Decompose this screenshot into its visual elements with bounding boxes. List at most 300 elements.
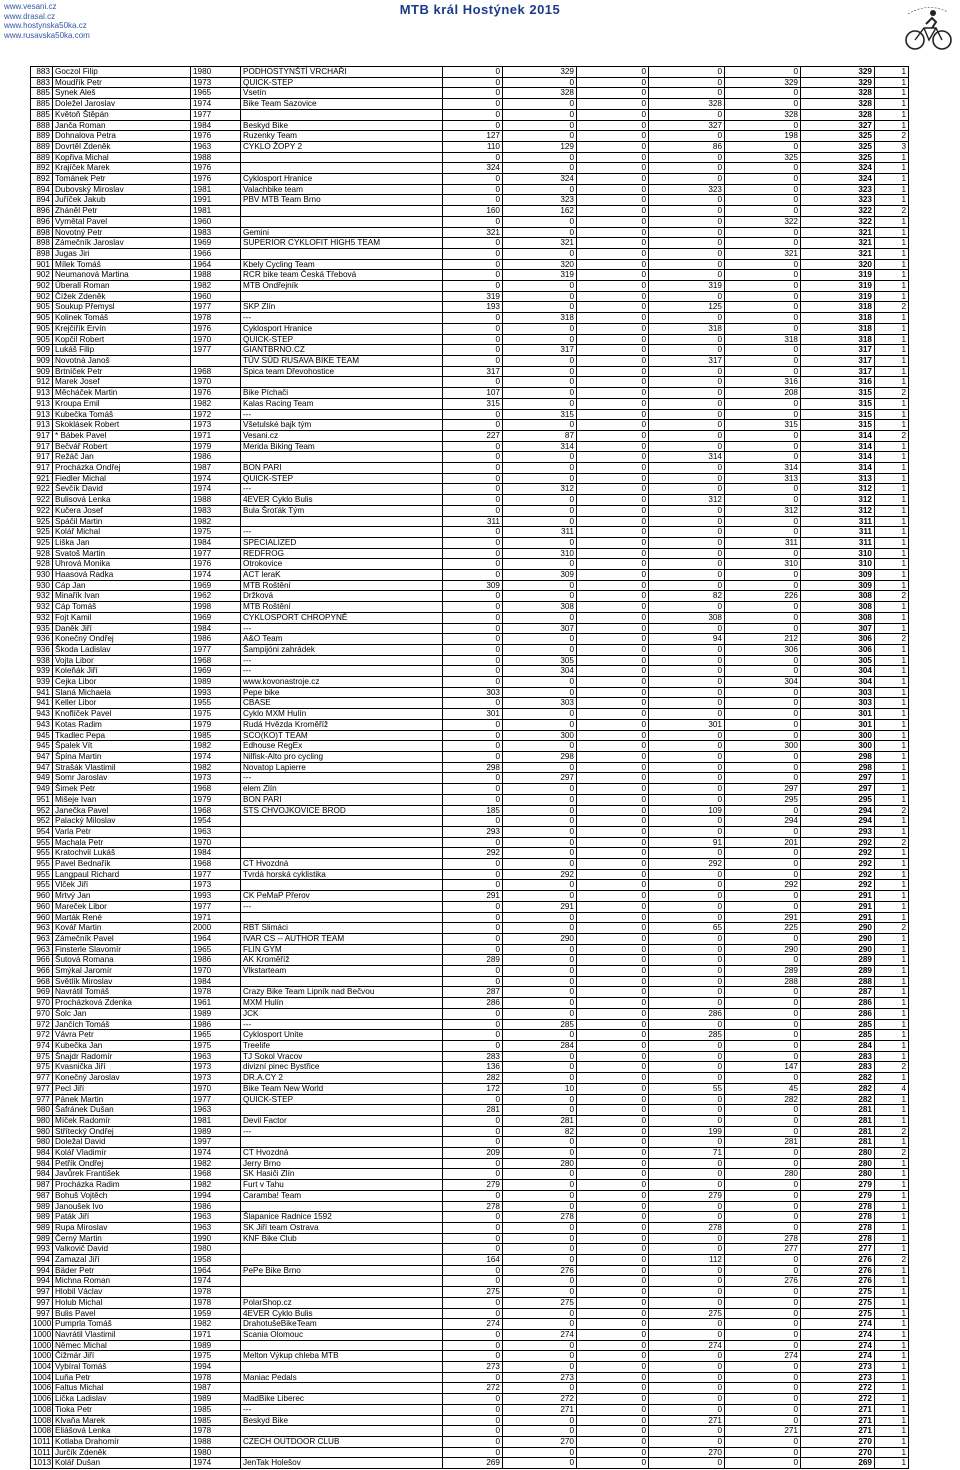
race-1-points-cell: 0 (443, 88, 503, 99)
race-3-points-cell: 0 (577, 99, 649, 110)
race-4-points-cell: 0 (649, 623, 725, 634)
total-points-cell: 293 (801, 826, 875, 837)
race-1-points-cell: 0 (443, 1169, 503, 1180)
total-points-cell: 280 (801, 1148, 875, 1159)
table-row (31, 826, 909, 837)
birth-year-cell: 2000 (191, 923, 241, 934)
race-4-points-cell: 0 (649, 388, 725, 399)
birth-year-cell: 1965 (191, 944, 241, 955)
rank-cell: 952 (31, 805, 53, 816)
birth-year-cell: 1960 (191, 216, 241, 227)
race-2-points-cell: 0 (503, 131, 577, 142)
race-2-points-cell: 0 (503, 1255, 577, 1266)
race-4-points-cell: 0 (649, 313, 725, 324)
table-row (31, 1094, 909, 1105)
race-1-points-cell: 107 (443, 388, 503, 399)
rank-cell: 936 (31, 644, 53, 655)
race-5-points-cell: 0 (725, 302, 801, 313)
races-count-cell: 1 (875, 933, 909, 944)
race-1-points-cell: 0 (443, 174, 503, 185)
race-4-points-cell: 0 (649, 163, 725, 174)
race-5-points-cell: 0 (725, 869, 801, 880)
sponsor-link[interactable]: www.drasal.cz (4, 11, 56, 21)
race-3-points-cell: 0 (577, 430, 649, 441)
table-row (31, 537, 909, 548)
team-cell: TÜV SÜD RUSAVA BIKE TEAM (241, 355, 443, 366)
team-cell: CYKLOSPORT CHROPYNĚ (241, 612, 443, 623)
race-1-points-cell: 289 (443, 955, 503, 966)
rank-cell: 945 (31, 730, 53, 741)
team-cell (241, 1426, 443, 1437)
rank-cell: 928 (31, 548, 53, 559)
race-3-points-cell: 0 (577, 623, 649, 634)
rank-cell: 939 (31, 677, 53, 688)
name-cell: Šimek Petr (53, 784, 191, 795)
races-count-cell: 1 (875, 1201, 909, 1212)
team-cell: DR.A.CY 2 (241, 1073, 443, 1084)
race-2-points-cell: 0 (503, 1287, 577, 1298)
team-cell (241, 1447, 443, 1458)
race-2-points-cell: 0 (503, 848, 577, 859)
race-2-points-cell: 0 (503, 634, 577, 645)
race-2-points-cell: 276 (503, 1265, 577, 1276)
race-2-points-cell: 0 (503, 677, 577, 688)
races-count-cell: 2 (875, 923, 909, 934)
name-cell: Kvasnička Jiří (53, 1062, 191, 1073)
table-row (31, 334, 909, 345)
table-row (31, 1265, 909, 1276)
race-2-points-cell: 0 (503, 227, 577, 238)
rank-cell: 917 (31, 452, 53, 463)
race-5-points-cell: 274 (725, 1351, 801, 1362)
race-4-points-cell: 91 (649, 837, 725, 848)
rank-cell: 952 (31, 816, 53, 827)
race-1-points-cell: 0 (443, 355, 503, 366)
name-cell: Haasová Radka (53, 570, 191, 581)
rank-cell: 977 (31, 1083, 53, 1094)
birth-year-cell: 1975 (191, 709, 241, 720)
race-3-points-cell: 0 (577, 944, 649, 955)
races-count-cell: 1 (875, 152, 909, 163)
sponsor-link[interactable]: www.hostynska50ka.cz (4, 21, 87, 30)
birth-year-cell: 1983 (191, 505, 241, 516)
name-cell: Procházka Radim (53, 1180, 191, 1191)
races-count-cell: 1 (875, 976, 909, 987)
race-3-points-cell: 0 (577, 1394, 649, 1405)
race-4-points-cell: 0 (649, 1319, 725, 1330)
race-4-points-cell: 0 (649, 1105, 725, 1116)
rank-cell: 898 (31, 248, 53, 259)
table-row (31, 248, 909, 259)
sponsor-link[interactable]: www.vesani.cz (4, 2, 57, 11)
rank-cell: 975 (31, 1062, 53, 1073)
race-1-points-cell: 0 (443, 1265, 503, 1276)
name-cell: Černý Martin (53, 1233, 191, 1244)
team-cell: --- (241, 901, 443, 912)
races-count-cell: 1 (875, 291, 909, 302)
race-5-points-cell: 0 (725, 602, 801, 613)
team-cell: Cyklosport Hranice (241, 174, 443, 185)
table-row (31, 313, 909, 324)
name-cell: Kopřiva Michal (53, 152, 191, 163)
table-row (31, 848, 909, 859)
team-cell: SK Hasiči Zlín (241, 1169, 443, 1180)
total-points-cell: 308 (801, 602, 875, 613)
team-cell (241, 912, 443, 923)
race-3-points-cell: 0 (577, 1222, 649, 1233)
race-4-points-cell: 65 (649, 923, 725, 934)
race-4-points-cell: 0 (649, 762, 725, 773)
race-1-points-cell: 0 (443, 505, 503, 516)
race-5-points-cell: 0 (725, 1180, 801, 1191)
race-4-points-cell: 0 (649, 1426, 725, 1437)
team-cell (241, 1383, 443, 1394)
race-5-points-cell: 0 (725, 719, 801, 730)
total-points-cell: 281 (801, 1115, 875, 1126)
race-1-points-cell: 0 (443, 1212, 503, 1223)
race-1-points-cell: 0 (443, 880, 503, 891)
team-cell (241, 1244, 443, 1255)
race-2-points-cell: 310 (503, 548, 577, 559)
races-count-cell: 1 (875, 1362, 909, 1373)
races-count-cell: 1 (875, 1404, 909, 1415)
race-1-points-cell: 0 (443, 623, 503, 634)
rank-cell: 993 (31, 1244, 53, 1255)
name-cell: Vlček Jiří (53, 880, 191, 891)
total-points-cell: 288 (801, 976, 875, 987)
race-5-points-cell: 318 (725, 334, 801, 345)
team-cell: Scania Olomouc (241, 1329, 443, 1340)
table-row (31, 816, 909, 827)
team-cell: CYKLO ŽOPY 2 (241, 141, 443, 152)
race-4-points-cell: 0 (649, 933, 725, 944)
birth-year-cell: 1974 (191, 473, 241, 484)
race-2-points-cell: 309 (503, 570, 577, 581)
races-count-cell: 1 (875, 238, 909, 249)
race-1-points-cell: 0 (443, 238, 503, 249)
table-row (31, 323, 909, 334)
races-count-cell: 1 (875, 944, 909, 955)
table-row (31, 1030, 909, 1041)
total-points-cell: 292 (801, 848, 875, 859)
total-points-cell: 329 (801, 67, 875, 78)
race-2-points-cell: 0 (503, 1148, 577, 1159)
race-5-points-cell: 0 (725, 281, 801, 292)
table-row (31, 527, 909, 538)
birth-year-cell: 1989 (191, 1394, 241, 1405)
name-cell: Strašák Vlastimil (53, 762, 191, 773)
race-3-points-cell: 0 (577, 591, 649, 602)
race-4-points-cell: 0 (649, 334, 725, 345)
table-row (31, 484, 909, 495)
race-5-points-cell: 0 (725, 1019, 801, 1030)
birth-year-cell: 1993 (191, 891, 241, 902)
name-cell: Vávra Petr (53, 1030, 191, 1041)
race-5-points-cell: 0 (725, 1126, 801, 1137)
name-cell: Zamazal Jiří (53, 1255, 191, 1266)
birth-year-cell: 1993 (191, 687, 241, 698)
team-cell: Furt v Tahu (241, 1180, 443, 1191)
race-3-points-cell: 0 (577, 441, 649, 452)
race-2-points-cell: 0 (503, 1051, 577, 1062)
table-row (31, 559, 909, 570)
race-1-points-cell: 283 (443, 1051, 503, 1062)
rank-cell: 980 (31, 1105, 53, 1116)
race-4-points-cell: 301 (649, 719, 725, 730)
race-2-points-cell: 0 (503, 1244, 577, 1255)
race-3-points-cell: 0 (577, 238, 649, 249)
race-2-points-cell: 0 (503, 826, 577, 837)
rank-cell: 1000 (31, 1329, 53, 1340)
race-2-points-cell: 0 (503, 891, 577, 902)
team-cell: QUICK-STEP (241, 77, 443, 88)
race-4-points-cell: 0 (649, 259, 725, 270)
race-4-points-cell: 0 (649, 1362, 725, 1373)
race-5-points-cell: 0 (725, 163, 801, 174)
birth-year-cell: 1970 (191, 1083, 241, 1094)
race-1-points-cell: 0 (443, 966, 503, 977)
name-cell: Ševčík David (53, 484, 191, 495)
table-row (31, 120, 909, 131)
races-count-cell: 2 (875, 591, 909, 602)
race-2-points-cell: 0 (503, 719, 577, 730)
rank-cell: 1000 (31, 1351, 53, 1362)
races-count-cell: 1 (875, 77, 909, 88)
total-points-cell: 325 (801, 141, 875, 152)
name-cell: Bečvář Robert (53, 441, 191, 452)
birth-year-cell: 1973 (191, 1073, 241, 1084)
race-2-points-cell: 0 (503, 976, 577, 987)
races-count-cell: 1 (875, 1190, 909, 1201)
total-points-cell: 291 (801, 891, 875, 902)
race-2-points-cell: 0 (503, 1351, 577, 1362)
race-5-points-cell: 0 (725, 120, 801, 131)
race-3-points-cell: 0 (577, 634, 649, 645)
race-1-points-cell: 0 (443, 1415, 503, 1426)
total-points-cell: 303 (801, 698, 875, 709)
race-3-points-cell: 0 (577, 1255, 649, 1266)
name-cell: Janoušek Ivo (53, 1201, 191, 1212)
table-row (31, 677, 909, 688)
table-row (31, 923, 909, 934)
table-row (31, 1169, 909, 1180)
team-cell: TJ Sokol Vracov (241, 1051, 443, 1062)
rank-cell: 951 (31, 794, 53, 805)
table-row (31, 784, 909, 795)
name-cell: Cáp Tomáš (53, 602, 191, 613)
name-cell: Kolinek Tomáš (53, 313, 191, 324)
race-5-points-cell: 0 (725, 366, 801, 377)
table-row (31, 719, 909, 730)
race-5-points-cell: 329 (725, 77, 801, 88)
races-count-cell: 1 (875, 762, 909, 773)
race-3-points-cell: 0 (577, 505, 649, 516)
race-5-points-cell: 278 (725, 1233, 801, 1244)
total-points-cell: 274 (801, 1329, 875, 1340)
team-cell: divizní pinec Bystřice (241, 1062, 443, 1073)
race-3-points-cell: 0 (577, 1329, 649, 1340)
race-1-points-cell: 0 (443, 1276, 503, 1287)
birth-year-cell: 1981 (191, 1115, 241, 1126)
race-5-points-cell: 0 (725, 313, 801, 324)
race-4-points-cell: 271 (649, 1415, 725, 1426)
total-points-cell: 320 (801, 259, 875, 270)
team-cell: Valachbike team (241, 184, 443, 195)
race-1-points-cell: 0 (443, 334, 503, 345)
name-cell: Čižmár Jiří (53, 1351, 191, 1362)
race-5-points-cell: 0 (725, 195, 801, 206)
table-row (31, 644, 909, 655)
name-cell: Varla Petr (53, 826, 191, 837)
name-cell: Dovrtěl Zdeněk (53, 141, 191, 152)
name-cell: Pánek Martin (53, 1094, 191, 1105)
rank-cell: 963 (31, 944, 53, 955)
race-1-points-cell: 0 (443, 869, 503, 880)
race-4-points-cell: 0 (649, 826, 725, 837)
birth-year-cell: 1955 (191, 698, 241, 709)
rank-cell: 1000 (31, 1340, 53, 1351)
race-3-points-cell: 0 (577, 152, 649, 163)
race-1-points-cell: 0 (443, 794, 503, 805)
total-points-cell: 314 (801, 452, 875, 463)
race-4-points-cell: 318 (649, 323, 725, 334)
total-points-cell: 305 (801, 655, 875, 666)
birth-year-cell: 1975 (191, 1040, 241, 1051)
team-cell: Šampijóni zahrádek (241, 644, 443, 655)
race-4-points-cell: 319 (649, 281, 725, 292)
table-row (31, 1276, 909, 1287)
race-3-points-cell: 0 (577, 1437, 649, 1448)
birth-year-cell: 1978 (191, 1287, 241, 1298)
race-4-points-cell: 0 (649, 987, 725, 998)
name-cell: Smýkal Jaromír (53, 966, 191, 977)
races-count-cell: 1 (875, 987, 909, 998)
name-cell: Šutová Romana (53, 955, 191, 966)
race-1-points-cell: 0 (443, 752, 503, 763)
races-count-cell: 1 (875, 216, 909, 227)
team-cell: SK Jiří team Ostrava (241, 1222, 443, 1233)
race-5-points-cell: 0 (725, 1362, 801, 1373)
race-1-points-cell: 0 (443, 1094, 503, 1105)
team-cell (241, 516, 443, 527)
race-4-points-cell: 0 (649, 206, 725, 217)
race-5-points-cell: 0 (725, 570, 801, 581)
races-count-cell: 1 (875, 163, 909, 174)
race-5-points-cell: 198 (725, 131, 801, 142)
race-5-points-cell: 292 (725, 880, 801, 891)
races-count-cell: 1 (875, 912, 909, 923)
team-cell: Rudá Hvězda Kroměříž (241, 719, 443, 730)
race-5-points-cell: 0 (725, 1158, 801, 1169)
sponsor-link[interactable]: www.rusavska50ka.com (4, 30, 90, 40)
birth-year-cell: 1964 (191, 933, 241, 944)
race-3-points-cell: 0 (577, 1073, 649, 1084)
name-cell: Mrtvý Jan (53, 891, 191, 902)
rank-cell: 939 (31, 666, 53, 677)
total-points-cell: 290 (801, 933, 875, 944)
race-1-points-cell: 0 (443, 484, 503, 495)
race-3-points-cell: 0 (577, 141, 649, 152)
race-5-points-cell: 0 (725, 1030, 801, 1041)
total-points-cell: 281 (801, 1126, 875, 1137)
table-row (31, 1458, 909, 1469)
team-cell (241, 1255, 443, 1266)
race-4-points-cell: 0 (649, 345, 725, 356)
name-cell: Květoň Štěpán (53, 109, 191, 120)
race-5-points-cell: 289 (725, 966, 801, 977)
race-4-points-cell: 0 (649, 1287, 725, 1298)
race-5-points-cell: 0 (725, 441, 801, 452)
rank-cell: 909 (31, 345, 53, 356)
total-points-cell: 328 (801, 99, 875, 110)
races-count-cell: 1 (875, 484, 909, 495)
rank-cell: 963 (31, 933, 53, 944)
race-2-points-cell: 0 (503, 559, 577, 570)
team-cell: CT Hvozdná (241, 859, 443, 870)
race-3-points-cell: 0 (577, 259, 649, 270)
rank-cell: 894 (31, 184, 53, 195)
total-points-cell: 301 (801, 719, 875, 730)
race-1-points-cell: 309 (443, 580, 503, 591)
total-points-cell: 319 (801, 281, 875, 292)
table-row (31, 634, 909, 645)
team-cell: REDFROG (241, 548, 443, 559)
races-count-cell: 1 (875, 666, 909, 677)
race-2-points-cell: 318 (503, 313, 577, 324)
race-4-points-cell: 0 (649, 174, 725, 185)
races-count-cell: 1 (875, 377, 909, 388)
race-3-points-cell: 0 (577, 719, 649, 730)
race-4-points-cell: 0 (649, 67, 725, 78)
race-1-points-cell: 0 (443, 473, 503, 484)
birth-year-cell: 1986 (191, 1201, 241, 1212)
total-points-cell: 279 (801, 1180, 875, 1191)
race-3-points-cell: 0 (577, 762, 649, 773)
race-1-points-cell: 298 (443, 762, 503, 773)
rank-cell: 905 (31, 313, 53, 324)
team-cell: SCO(KO)T TEAM (241, 730, 443, 741)
races-count-cell: 1 (875, 1019, 909, 1030)
race-4-points-cell: 0 (649, 377, 725, 388)
race-2-points-cell: 0 (503, 463, 577, 474)
race-1-points-cell: 293 (443, 826, 503, 837)
race-5-points-cell: 0 (725, 1265, 801, 1276)
race-2-points-cell: 0 (503, 505, 577, 516)
races-count-cell: 1 (875, 195, 909, 206)
table-row (31, 88, 909, 99)
race-2-points-cell: 317 (503, 345, 577, 356)
table-row (31, 1372, 909, 1383)
total-points-cell: 300 (801, 730, 875, 741)
total-points-cell: 298 (801, 752, 875, 763)
race-3-points-cell: 0 (577, 816, 649, 827)
name-cell: Míček Radomír (53, 1115, 191, 1126)
race-3-points-cell: 0 (577, 452, 649, 463)
race-2-points-cell: 0 (503, 323, 577, 334)
birth-year-cell: 1977 (191, 901, 241, 912)
races-count-cell: 1 (875, 1437, 909, 1448)
race-5-points-cell: 0 (725, 655, 801, 666)
birth-year-cell: 1975 (191, 527, 241, 538)
race-5-points-cell: 0 (725, 1458, 801, 1469)
table-row (31, 516, 909, 527)
team-cell: SKP Zlín (241, 302, 443, 313)
race-5-points-cell: 0 (725, 773, 801, 784)
race-5-points-cell: 0 (725, 666, 801, 677)
table-row (31, 441, 909, 452)
name-cell: Mareček Libor (53, 901, 191, 912)
race-3-points-cell: 0 (577, 345, 649, 356)
